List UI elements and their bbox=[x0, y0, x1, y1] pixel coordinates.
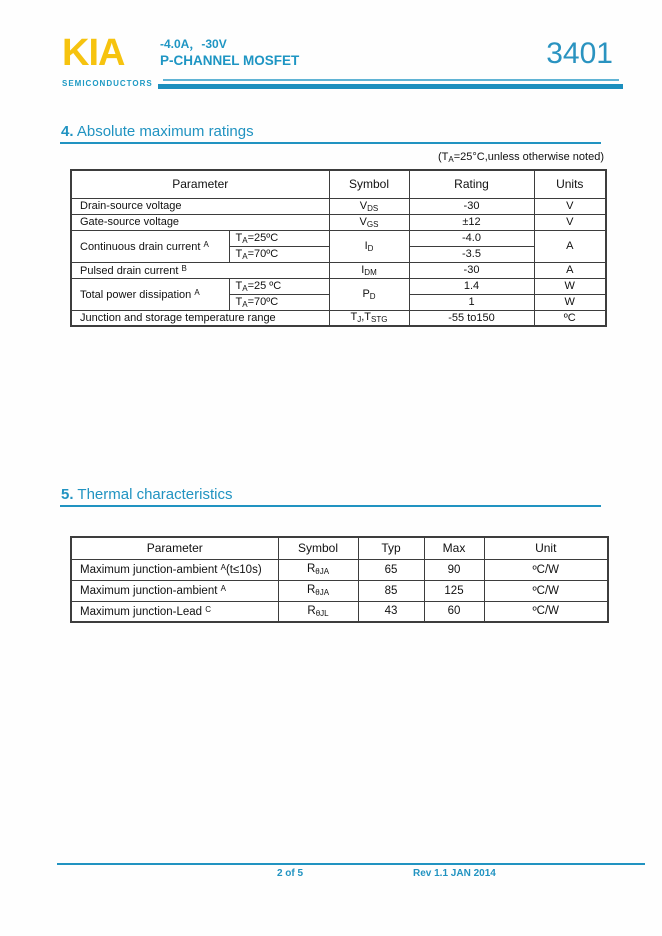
param-cell: Junction and storage temperature range bbox=[71, 310, 329, 326]
section5-rule bbox=[60, 505, 601, 507]
symbol-cell: $R_{\theta JL}$ bbox=[278, 601, 358, 622]
param-cell: Total power dissipation $^A$ bbox=[71, 278, 229, 310]
table-row bbox=[71, 262, 606, 278]
unit-cell: ºC/W bbox=[484, 559, 608, 580]
table-row bbox=[71, 580, 608, 601]
typ-cell: 85 bbox=[358, 580, 424, 601]
units-cell: W bbox=[534, 278, 606, 294]
section5-number: 5. bbox=[61, 486, 74, 503]
table-row bbox=[71, 198, 606, 214]
param-cell: Maximum junction-ambient $^A$ bbox=[71, 580, 278, 601]
rating-cell: -4.0 bbox=[409, 230, 534, 246]
condition-cell: $T_A=25ºC$ bbox=[229, 230, 329, 246]
header-units: Units bbox=[534, 170, 606, 198]
table-row bbox=[71, 310, 606, 326]
rating-cell: -30 bbox=[409, 198, 534, 214]
section4-rule bbox=[60, 142, 601, 144]
units-cell: V bbox=[534, 198, 606, 214]
unit-cell: ºC/W bbox=[484, 601, 608, 622]
typ-cell: 43 bbox=[358, 601, 424, 622]
rating-cell: -3.5 bbox=[409, 246, 534, 262]
param-cell: Maximum junction-ambient $^A$(t≤10s) bbox=[71, 559, 278, 580]
symbol-cell: $P_D$ bbox=[329, 278, 409, 310]
rating-cell: ±12 bbox=[409, 214, 534, 230]
section4-number: 4. bbox=[61, 123, 74, 140]
units-cell: ºC bbox=[534, 310, 606, 326]
units-cell: V bbox=[534, 214, 606, 230]
unit-cell: ºC/W bbox=[484, 580, 608, 601]
typ-cell: 65 bbox=[358, 559, 424, 580]
header-rule-thin bbox=[163, 79, 619, 81]
section4-title: Absolute maximum ratings bbox=[73, 123, 254, 140]
param-cell: Drain-source voltage bbox=[71, 198, 329, 214]
header-symbol: Symbol bbox=[278, 537, 358, 559]
logo-subtitle: SEMICONDUCTORS bbox=[62, 79, 153, 88]
device-type: P-CHANNEL MOSFET bbox=[160, 53, 300, 68]
units-cell: A bbox=[534, 262, 606, 278]
symbol-cell: $V_{GS}$ bbox=[329, 214, 409, 230]
thermal-characteristics-table bbox=[70, 536, 609, 623]
conditions-note: ($T_A=25^\circ C,unless$ otherwise noted) bbox=[438, 151, 604, 164]
condition-cell: $T_A=70ºC$ bbox=[229, 294, 329, 310]
condition-cell: $T_A=25$ ºC bbox=[229, 278, 329, 294]
device-spec bbox=[160, 36, 299, 70]
header-rating: Rating bbox=[409, 170, 534, 198]
header-symbol: Symbol bbox=[329, 170, 409, 198]
table-row bbox=[71, 230, 606, 246]
param-cell: Continuous drain current $^A$ bbox=[71, 230, 229, 262]
max-cell: 90 bbox=[424, 559, 484, 580]
symbol-cell: $I_{DM}$ bbox=[329, 262, 409, 278]
max-cell: 60 bbox=[424, 601, 484, 622]
symbol-cell: $T_J,T_{STG}$ bbox=[329, 310, 409, 326]
section5-heading bbox=[61, 486, 232, 504]
condition-cell: $T_A=70ºC$ bbox=[229, 246, 329, 262]
symbol-cell: $R_{\theta JA}$ bbox=[278, 559, 358, 580]
header-max: Max bbox=[424, 537, 484, 559]
table-row bbox=[71, 278, 606, 294]
part-number: 3401 bbox=[546, 37, 613, 70]
symbol-cell: $R_{\theta JA}$ bbox=[278, 580, 358, 601]
header-rule-thick bbox=[158, 84, 623, 89]
rating-cell: 1.4 bbox=[409, 278, 534, 294]
revision-label: Rev 1.1 JAN 2014 bbox=[413, 868, 496, 879]
absolute-maximum-ratings-table bbox=[70, 169, 607, 327]
section5-title: Thermal characteristics bbox=[73, 486, 233, 503]
table-row bbox=[71, 214, 606, 230]
header-parameter: Parameter bbox=[71, 170, 329, 198]
device-rating-line: -4.0A，-30V bbox=[160, 37, 227, 51]
footer-rule bbox=[57, 863, 645, 865]
section4-heading bbox=[61, 123, 254, 141]
rating-cell: 1 bbox=[409, 294, 534, 310]
param-cell: Pulsed drain current $^B$ bbox=[71, 262, 329, 278]
param-cell: Gate-source voltage bbox=[71, 214, 329, 230]
kia-logo: KIA bbox=[62, 32, 125, 74]
table-row bbox=[71, 601, 608, 622]
header-unit: Unit bbox=[484, 537, 608, 559]
symbol-cell: $V_{DS}$ bbox=[329, 198, 409, 214]
header-parameter: Parameter bbox=[71, 537, 278, 559]
symbol-cell: $I_D$ bbox=[329, 230, 409, 262]
table-row bbox=[71, 559, 608, 580]
header-typ: Typ bbox=[358, 537, 424, 559]
param-cell: Maximum junction-Lead $^C$ bbox=[71, 601, 278, 622]
units-cell: A bbox=[534, 230, 606, 262]
units-cell: W bbox=[534, 294, 606, 310]
rating-cell: -30 bbox=[409, 262, 534, 278]
max-cell: 125 bbox=[424, 580, 484, 601]
rating-cell: -55 to150 bbox=[409, 310, 534, 326]
table-header-row bbox=[71, 537, 608, 559]
page-number: 2 of 5 bbox=[276, 868, 304, 879]
table-header-row bbox=[71, 170, 606, 198]
